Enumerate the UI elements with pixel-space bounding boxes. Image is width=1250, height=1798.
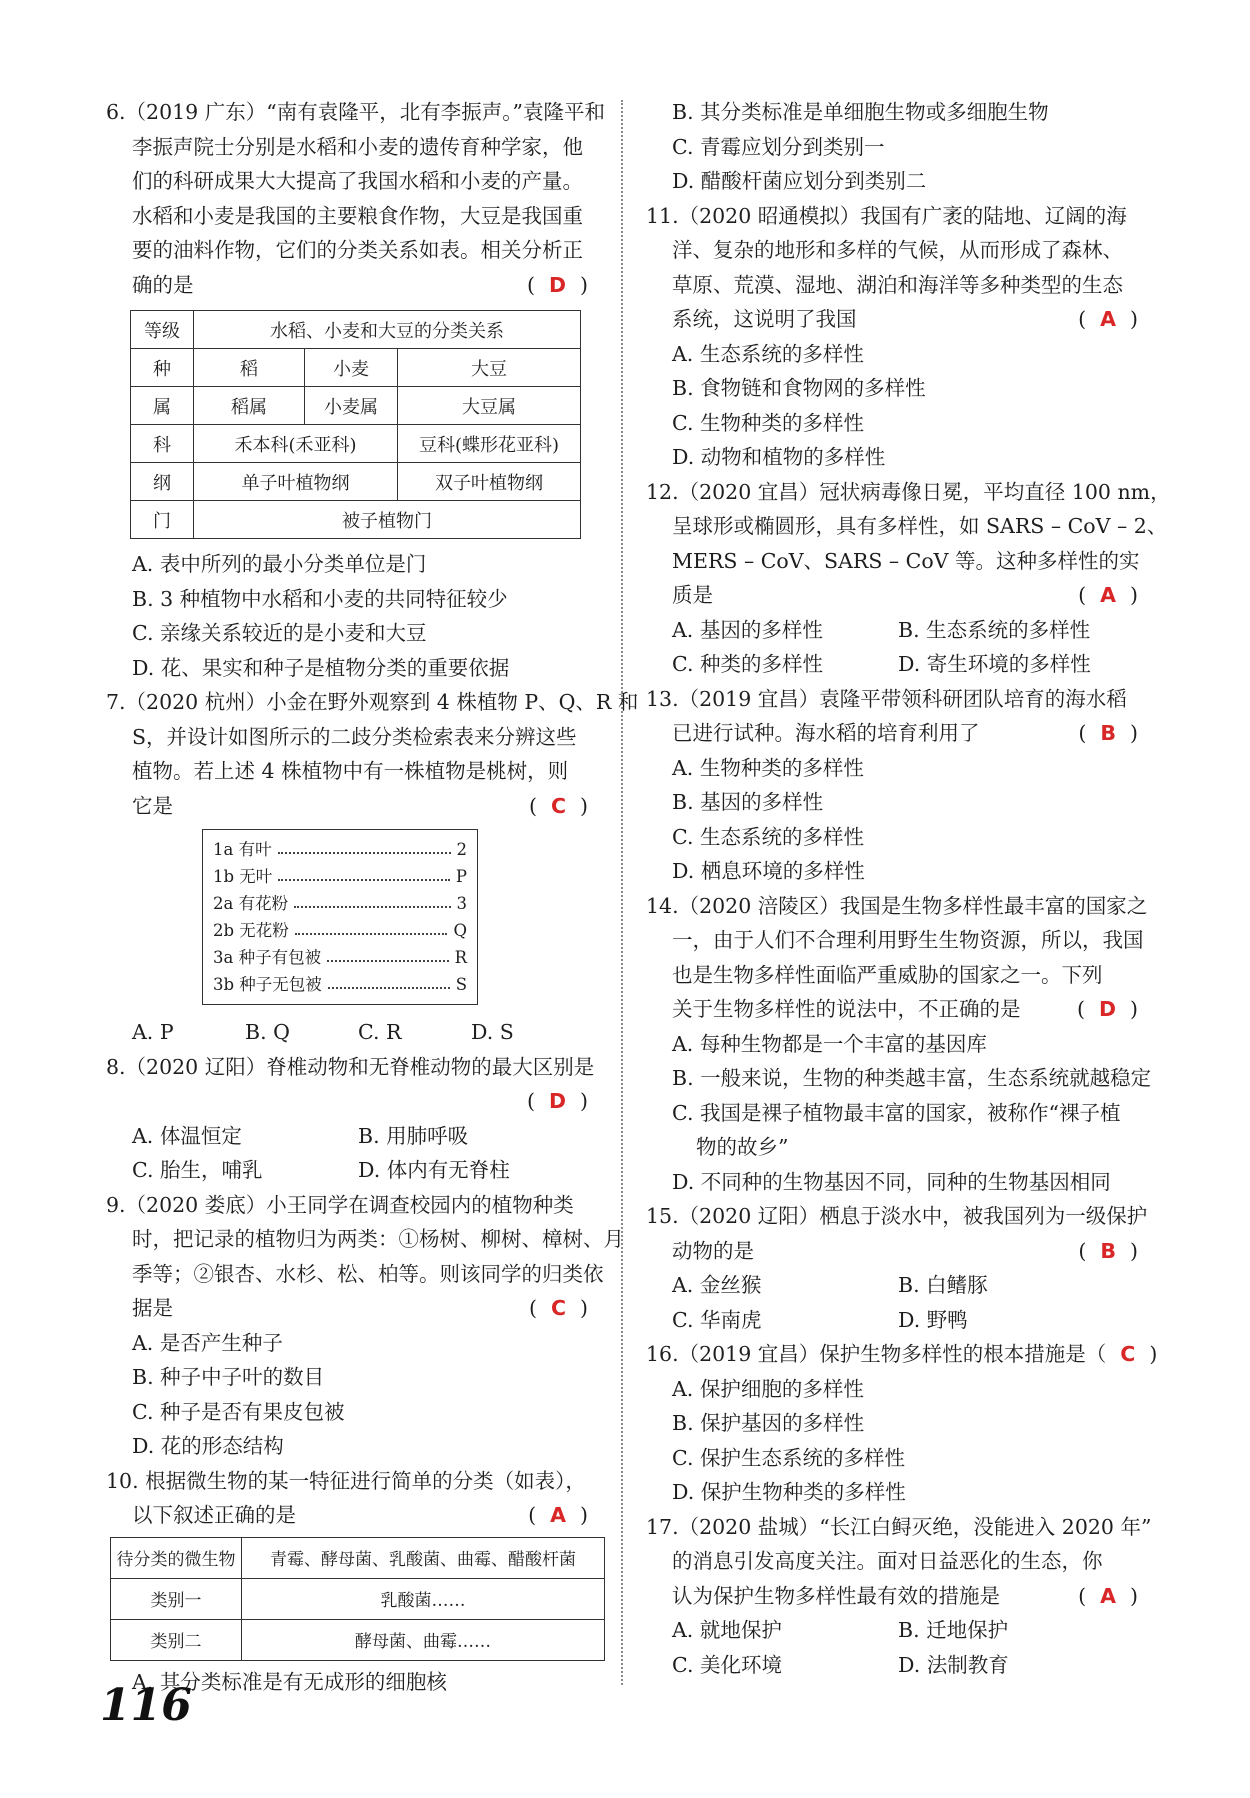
key-row bbox=[213, 863, 467, 890]
key-row bbox=[213, 971, 467, 998]
q16-line bbox=[646, 1337, 1158, 1372]
option: B. 迁地保护 bbox=[898, 1618, 1009, 1642]
q10-line: 10. 根据微生物的某一特征进行简单的分类（如表）， bbox=[106, 1468, 586, 1493]
table-header-cell: 等级 bbox=[131, 311, 194, 349]
answer-bracket: ( C ) bbox=[528, 1296, 588, 1320]
q12-answer: A bbox=[1100, 583, 1116, 607]
q12-line: 呈球形或椭圆形，具有多样性，如 SARS – CoV – 2、 bbox=[672, 514, 1168, 538]
q12-line: MERS – CoV、SARS – CoV 等。这种多样性的实 bbox=[672, 548, 1140, 573]
question-10-continued bbox=[646, 95, 1148, 199]
q9-line: 9.（2020 娄底）小王同学在调查校园内的植物种类 bbox=[106, 1192, 574, 1217]
key-target: 3 bbox=[456, 894, 467, 913]
table-cell: 类别一 bbox=[111, 1578, 242, 1619]
option: A. P bbox=[132, 1020, 174, 1044]
option: D. 体内有无脊柱 bbox=[358, 1158, 510, 1182]
options-row bbox=[646, 1303, 1148, 1338]
q11-answer: A bbox=[1100, 307, 1116, 331]
q11-line: 11.（2020 昭通模拟）我国有广袤的陆地、辽阔的海 bbox=[646, 203, 1127, 228]
key-target: 2 bbox=[456, 840, 467, 859]
option: A. 生态系统的多样性 bbox=[672, 341, 864, 366]
option: B. 一般来说，生物的种类越丰富，生态系统就越稳定 bbox=[672, 1066, 1152, 1090]
q15-line-end: 动物的是 bbox=[672, 1238, 754, 1263]
q14-line: 14.（2020 涪陵区）我国是生物多样性最丰富的国家之 bbox=[646, 893, 1148, 918]
key-target: S bbox=[455, 975, 467, 994]
answer-bracket: ( C ) bbox=[528, 793, 588, 818]
q11-line: 草原、荒漠、湿地、湖泊和海洋等多种类型的生态 bbox=[672, 272, 1123, 297]
table-cell: 豆科(蝶形花亚科) bbox=[398, 425, 581, 463]
table-cell: 小麦属 bbox=[305, 387, 398, 425]
q7-line bbox=[106, 789, 598, 824]
q6-line-end: 确的是 bbox=[132, 272, 194, 297]
q10-answer: A bbox=[550, 1503, 566, 1527]
q11-line-end: 系统，这说明了我国 bbox=[672, 307, 857, 331]
options-row bbox=[106, 1015, 598, 1050]
q7-line: S，并设计如图所示的二歧分类检索表来分辨这些 bbox=[132, 724, 577, 749]
options-row bbox=[646, 1613, 1148, 1648]
close-paren: ) bbox=[1149, 1342, 1158, 1366]
option: A. 保护细胞的多样性 bbox=[672, 1376, 864, 1401]
q17-line: 17.（2020 盐城）“长江白鲟灭绝，没能进入 2020 年” bbox=[646, 1514, 1152, 1539]
q10-line-end: 以下叙述正确的是 bbox=[132, 1503, 296, 1527]
q6-line: 水稻和小麦是我国的主要粮食作物，大豆是我国重 bbox=[132, 203, 583, 228]
question-17 bbox=[646, 1510, 1152, 1683]
q9-line: 季等；②银杏、水杉、松、柏等。则该同学的归类依 bbox=[132, 1261, 604, 1286]
left-column bbox=[106, 95, 639, 1699]
option: B. 生态系统的多样性 bbox=[898, 617, 1091, 642]
question-13 bbox=[646, 682, 1148, 889]
q8-line: 8.（2020 辽阳）脊椎动物和无脊椎动物的最大区别是 bbox=[106, 1054, 595, 1079]
table-cell: 大豆属 bbox=[398, 387, 581, 425]
question-11 bbox=[646, 199, 1148, 475]
answer-bracket: ( A ) bbox=[1078, 583, 1138, 607]
option: C. 胎生，哺乳 bbox=[132, 1158, 263, 1182]
answer-bracket: ( B ) bbox=[1078, 721, 1138, 745]
table-cell: 单子叶植物纲 bbox=[194, 463, 398, 501]
q14-line: 也是生物多样性面临严重威胁的国家之一。下列 bbox=[672, 962, 1103, 987]
key-target: Q bbox=[453, 921, 467, 940]
option: D. 保护生物种类的多样性 bbox=[672, 1480, 906, 1504]
option: C. 种类的多样性 bbox=[672, 652, 823, 676]
q15-answer: B bbox=[1100, 1238, 1116, 1263]
option: B. 用肺呼吸 bbox=[358, 1123, 469, 1148]
question-14 bbox=[646, 889, 1152, 1200]
option: A. 其分类标准是有无成形的细胞核 bbox=[132, 1669, 447, 1694]
table-cell: 纲 bbox=[131, 463, 194, 501]
question-12 bbox=[646, 475, 1171, 682]
option: A. 每种生物都是一个丰富的基因库 bbox=[672, 1031, 987, 1056]
q9-answer: C bbox=[550, 1296, 566, 1320]
q9-line bbox=[106, 1291, 598, 1326]
key-target: P bbox=[455, 867, 467, 886]
q14-line: 一，由于人们不合理利用野生生物资源，所以，我国 bbox=[672, 928, 1144, 952]
option: B. 食物链和食物网的多样性 bbox=[672, 376, 926, 400]
dichotomous-key bbox=[202, 829, 478, 1005]
option: D. 栖息环境的多样性 bbox=[672, 859, 865, 883]
option: B. 种子中子叶的数目 bbox=[132, 1365, 325, 1389]
question-15 bbox=[646, 1199, 1148, 1337]
answer-bracket: ( A ) bbox=[528, 1503, 588, 1527]
key-row bbox=[213, 836, 467, 863]
answer-bracket: ( D ) bbox=[526, 1089, 588, 1113]
q6-line: 6.（2019 广东）“南有袁隆平，北有李振声。”袁隆平和 bbox=[106, 100, 605, 124]
option: B. 白鳍豚 bbox=[898, 1273, 988, 1297]
table-cell: 科 bbox=[131, 425, 194, 463]
option: D. 寄生环境的多样性 bbox=[898, 652, 1091, 676]
q13-line bbox=[646, 716, 1148, 751]
option: D. 花的形态结构 bbox=[132, 1434, 284, 1458]
answer-bracket: ( D ) bbox=[1076, 997, 1138, 1021]
key-text: 2a 有花粉 bbox=[213, 894, 289, 913]
answer-bracket: ( D ) bbox=[526, 272, 588, 297]
q10-line bbox=[106, 1498, 598, 1533]
option: C. 华南虎 bbox=[672, 1307, 762, 1332]
key-target: R bbox=[454, 948, 467, 967]
key-text: 1a 有叶 bbox=[213, 840, 272, 859]
key-text: 2b 无花粉 bbox=[213, 921, 289, 940]
table-cell: 大豆 bbox=[398, 349, 581, 387]
option: C. R bbox=[358, 1020, 402, 1044]
options-row bbox=[106, 1119, 598, 1154]
q9-line: 时，把记录的植物归为两类：①杨树、柳树、樟树、月 bbox=[132, 1227, 624, 1251]
option: C. 生物种类的多样性 bbox=[672, 410, 864, 435]
q8-answer: D bbox=[548, 1089, 566, 1113]
q17-answer: A bbox=[1100, 1583, 1116, 1608]
q7-line-end: 它是 bbox=[132, 793, 173, 818]
q7-line: 7.（2020 杭州）小金在野外观察到 4 株植物 P、Q、R 和 bbox=[106, 690, 639, 714]
option: A. 金丝猴 bbox=[672, 1273, 762, 1297]
option: B. 其分类标准是单细胞生物或多细胞生物 bbox=[672, 100, 1049, 124]
table-cell: 门 bbox=[131, 501, 194, 539]
q17-line: 的消息引发高度关注。面对日益恶化的生态，你 bbox=[672, 1549, 1103, 1573]
option: D. S bbox=[471, 1020, 514, 1044]
table-cell: 待分类的微生物 bbox=[111, 1537, 242, 1578]
q6-line: 李振声院士分别是水稻和小麦的遗传育种学家，他 bbox=[132, 134, 583, 159]
question-10 bbox=[106, 1464, 598, 1700]
option: D. 醋酸杆菌应划分到类别二 bbox=[672, 169, 927, 193]
q11-line: 洋、复杂的地形和多样的气候，从而形成了森林、 bbox=[672, 238, 1123, 262]
table-cell: 稻 bbox=[194, 349, 305, 387]
table-cell: 乳酸菌…… bbox=[242, 1578, 605, 1619]
q16-line-text: 16.（2019 宜昌）保护生物多样性的根本措施是（ bbox=[646, 1342, 1107, 1366]
table-cell: 酵母菌、曲霉…… bbox=[242, 1619, 605, 1660]
key-text: 1b 无叶 bbox=[213, 867, 273, 886]
table-header-cell: 水稻、小麦和大豆的分类关系 bbox=[194, 311, 581, 349]
q14-line-end: 关于生物多样性的说法中，不正确的是 bbox=[672, 997, 1021, 1021]
column-divider bbox=[621, 100, 623, 1685]
q6-line bbox=[106, 268, 598, 303]
q17-line-end: 认为保护生物多样性最有效的措施是 bbox=[672, 1583, 1000, 1608]
table-cell: 小麦 bbox=[305, 349, 398, 387]
option-continued: 物的故乡” bbox=[696, 1135, 789, 1159]
key-text: 3b 种子无包被 bbox=[213, 975, 322, 994]
table-cell: 属 bbox=[131, 387, 194, 425]
option: C. 保护生态系统的多样性 bbox=[672, 1445, 905, 1470]
key-row bbox=[213, 944, 467, 971]
option: C. 美化环境 bbox=[672, 1652, 782, 1677]
answer-bracket: ( B ) bbox=[1078, 1238, 1138, 1263]
option: B. 保护基因的多样性 bbox=[672, 1411, 865, 1435]
option: C. 种子是否有果皮包被 bbox=[132, 1399, 345, 1424]
option: C. 生态系统的多样性 bbox=[672, 824, 864, 849]
q9-line-end: 据是 bbox=[132, 1296, 173, 1320]
right-column bbox=[646, 95, 1171, 1682]
q14-answer: D bbox=[1098, 997, 1116, 1021]
table-cell: 稻属 bbox=[194, 387, 305, 425]
option: C. 亲缘关系较近的是小麦和大豆 bbox=[132, 621, 427, 645]
option: D. 法制教育 bbox=[898, 1652, 1009, 1677]
key-row bbox=[213, 917, 467, 944]
q11-line bbox=[646, 302, 1148, 337]
option: D. 不同种的生物基因不同，同种的生物基因相同 bbox=[672, 1169, 1111, 1194]
table-cell: 青霉、酵母菌、乳酸菌、曲霉、醋酸杆菌 bbox=[242, 1537, 605, 1578]
q15-line: 15.（2020 辽阳）栖息于淡水中，被我国列为一级保护 bbox=[646, 1204, 1148, 1228]
q17-line bbox=[646, 1579, 1148, 1614]
q6-answer: D bbox=[548, 272, 566, 297]
question-8 bbox=[106, 1050, 598, 1188]
options-row bbox=[106, 1153, 598, 1188]
q13-answer: B bbox=[1100, 721, 1116, 745]
key-row bbox=[213, 890, 467, 917]
q6-line: 要的油料作物，它们的分类关系如表。相关分析正 bbox=[132, 238, 583, 262]
option: A. 表中所列的最小分类单位是门 bbox=[132, 552, 427, 576]
q12-line bbox=[646, 578, 1148, 613]
question-9 bbox=[106, 1188, 624, 1464]
table-cell: 双子叶植物纲 bbox=[398, 463, 581, 501]
options-row bbox=[646, 1268, 1148, 1303]
q13-line: 13.（2019 宜昌）袁隆平带领科研团队培育的海水稻 bbox=[646, 686, 1127, 711]
table-cell: 被子植物门 bbox=[194, 501, 581, 539]
q13-line-end: 已进行试种。海水稻的培育利用了 bbox=[672, 721, 980, 745]
option: A. 体温恒定 bbox=[132, 1123, 242, 1148]
options-row bbox=[646, 613, 1148, 648]
q14-line bbox=[646, 992, 1148, 1027]
option: D. 动物和植物的多样性 bbox=[672, 445, 886, 469]
answer-bracket: ( A ) bbox=[1078, 307, 1138, 331]
options-row bbox=[646, 647, 1148, 682]
table-cell: 种 bbox=[131, 349, 194, 387]
option: C. 我国是裸子植物最丰富的国家，被称作“裸子植 bbox=[672, 1100, 1121, 1125]
page-number: 116 bbox=[100, 1680, 192, 1731]
option: B. 3 种植物中水稻和小麦的共同特征较少 bbox=[132, 586, 508, 611]
option: A. 是否产生种子 bbox=[132, 1330, 283, 1355]
option: D. 野鸭 bbox=[898, 1307, 968, 1332]
answer-bracket: ( A ) bbox=[1078, 1583, 1138, 1608]
table-cell: 禾本科(禾亚科) bbox=[194, 425, 398, 463]
option: A. 基因的多样性 bbox=[672, 617, 823, 642]
q7-answer: C bbox=[550, 793, 566, 818]
option: B. 基因的多样性 bbox=[672, 790, 824, 814]
microbe-table bbox=[110, 1537, 605, 1661]
question-6 bbox=[106, 95, 605, 685]
option: A. 就地保护 bbox=[672, 1618, 782, 1642]
q7-line: 植物。若上述 4 株植物中有一株植物是桃树，则 bbox=[132, 759, 569, 783]
option: D. 花、果实和种子是植物分类的重要依据 bbox=[132, 655, 510, 680]
q16-answer: C bbox=[1120, 1342, 1136, 1366]
q6-line: 们的科研成果大大提高了我国水稻和小麦的产量。 bbox=[132, 169, 583, 193]
classification-table bbox=[130, 310, 581, 539]
key-text: 3a 种子有包被 bbox=[213, 948, 322, 967]
table-cell: 类别二 bbox=[111, 1619, 242, 1660]
q12-line: 12.（2020 宜昌）冠状病毒像日冕，平均直径 100 nm， bbox=[646, 479, 1171, 504]
option: B. Q bbox=[245, 1020, 290, 1044]
options-row bbox=[646, 1648, 1148, 1683]
q8-answer-line bbox=[106, 1084, 598, 1119]
question-16 bbox=[646, 1337, 1158, 1510]
option: A. 生物种类的多样性 bbox=[672, 755, 864, 780]
question-7 bbox=[106, 685, 639, 1050]
q12-line-end: 质是 bbox=[672, 583, 713, 607]
option: C. 青霉应划分到类别一 bbox=[672, 134, 885, 159]
q15-line bbox=[646, 1234, 1148, 1269]
